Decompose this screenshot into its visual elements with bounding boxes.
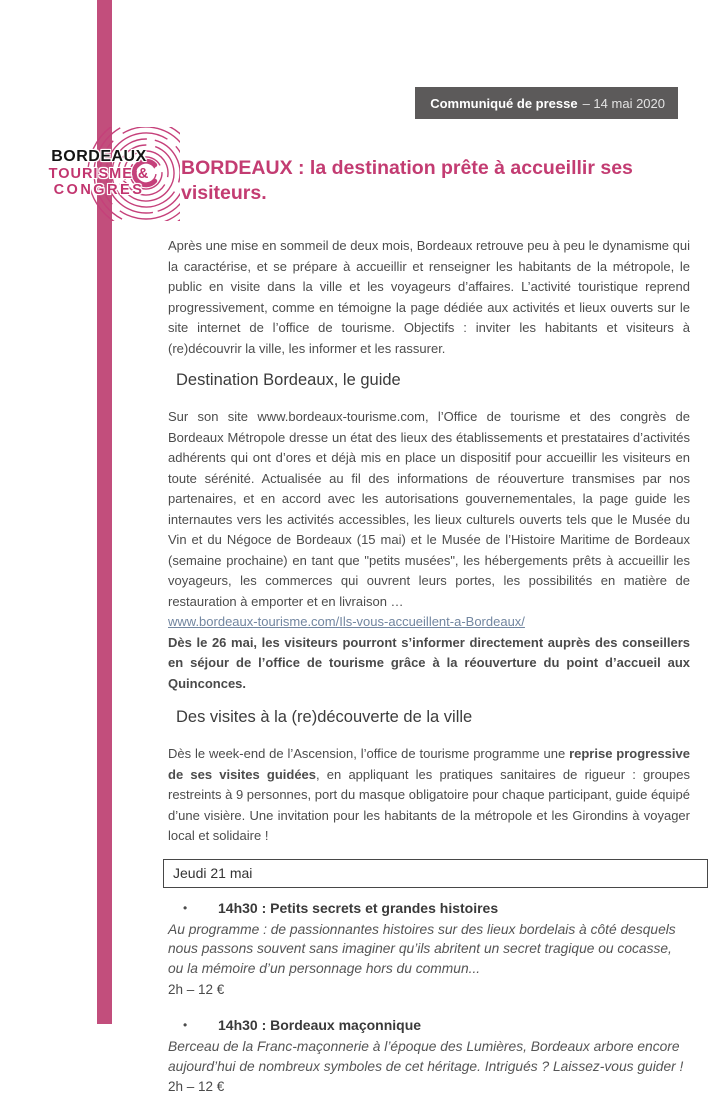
guide-paragraph [168,407,690,694]
schedule-item-price: 2h – 12 € [168,1079,225,1095]
schedule-item-description: Au programme : de passionnantes histoires sur des lieux bordelais à côté desquels nous passons souvent sans imaginer qu’ils abritent un secret tragique ou cocasse, ou la mémoire d’un personnage hors du commun... [168,921,676,977]
bullet-icon: • [183,900,188,915]
accueil-bordeaux-link[interactable]: www.bordeaux-tourisme.com/Ils-vous-accueillent-a-Bordeaux/ [168,614,525,629]
schedule-item-description: Berceau de la Franc-maçonnerie à l’époque des Lumières, Bordeaux arbore encore aujourd’hui de nombreux symboles de cet héritage. Intrigués ? Laissez-vous guider ! [168,1038,684,1074]
press-release-label: Communiqué de presse [430,95,578,111]
press-release-banner [415,87,678,119]
section-title-visites: Des visites à la (re)découverte de la ville [176,708,473,726]
press-release-date: – 14 mai 2020 [582,95,665,111]
schedule-item-price: 2h – 12 € [168,981,225,997]
intro-paragraph: Après une mise en sommeil de deux mois, Bordeaux retrouve peu à peu le dynamisme qui la caractérise, et se prépare à accueillir et renseigner les habitants de la métropole, le public en visite dans la ville et les voyageurs d’affaires. L’activité touristique reprend progressivement, comme en témoigne la page dédiée aux activités et lieux ouverts sur le site internet de l’office de tourisme. Objectifs : inviter les habitants et visiteurs à (re)découvrir la ville, les informer et les rassurer. [168,238,690,356]
visites-text-bold: reprise progressive de ses visites guidées [168,746,690,782]
logo-line-tourisme: TOURISME & [48,165,150,182]
schedule-day-box: Jeudi 21 mai [163,859,708,888]
schedule-item-title-row [168,898,690,918]
schedule-item-title: 14h30 : Petits secrets et grandes histoires [218,899,499,916]
logo-line-bordeaux: BORDEAUX [51,148,147,165]
bullet-icon: • [183,1017,188,1032]
visites-text-post: , en appliquant les pratiques sanitaires de rigueur : groupes restreints à 9 personnes, port du masque obligatoire pour chaque participant, guide équipé d’une visière. Une invitation pour les habitants de la métropole et les Girondins à voyager local et solidaire ! [168,766,690,843]
logo-wordmark [28,148,170,198]
bordeaux-tourisme-logo [28,127,180,221]
section-title-guide: Destination Bordeaux, le guide [176,371,401,389]
guide-link-line [168,612,690,633]
logo-line-congres: CONGRÈS [53,182,145,199]
schedule-item [168,1015,690,1096]
page-title: BORDEAUX : la destination prête à accueillir ses visiteurs. [181,157,633,204]
visites-paragraph [168,744,690,847]
schedule-item [168,898,690,999]
guide-paragraph-text: Sur son site www.bordeaux-tourisme.com, l’Office de tourisme et des congrès de Bordeaux Métropole dresse un état des lieux des établissements et prestataires d’activités adhérents qui ont d’ores et déjà mis en place un dispositif pour accueillir les visiteurs en toute sérénité. Actualisée au fil des informations de réouverture transmises par nos partenaires, et en accord avec les autorisations gouvernementales, la page guide les internautes vers les activités accessibles, les lieux culturels ouverts tels que le Musée du Vin et du Négoce de Bordeaux (15 mai) et le Musée de l’Histoire Maritime de Bordeaux (semaine prochaine) en tant que "petits musées", les hébergements prêts à accueillir les voyageurs, les commerces qui ouvrent leurs portes, les possibilités en matière de restauration à emporter et en livraison … [168,409,690,609]
reopening-emphasis: Dès le 26 mai, les visiteurs pourront s’informer directement auprès des conseillers en séjour de l’office de tourisme grâce à la réouverture du point d’accueil aux Quinconces. [168,634,690,691]
main-content [168,0,690,1096]
schedule-item-title-row [168,1015,690,1035]
visites-text-pre: Dès le week-end de l’Ascension, l’office de tourisme programme une [168,746,570,761]
schedule-item-title: 14h30 : Bordeaux maçonnique [218,1016,422,1033]
